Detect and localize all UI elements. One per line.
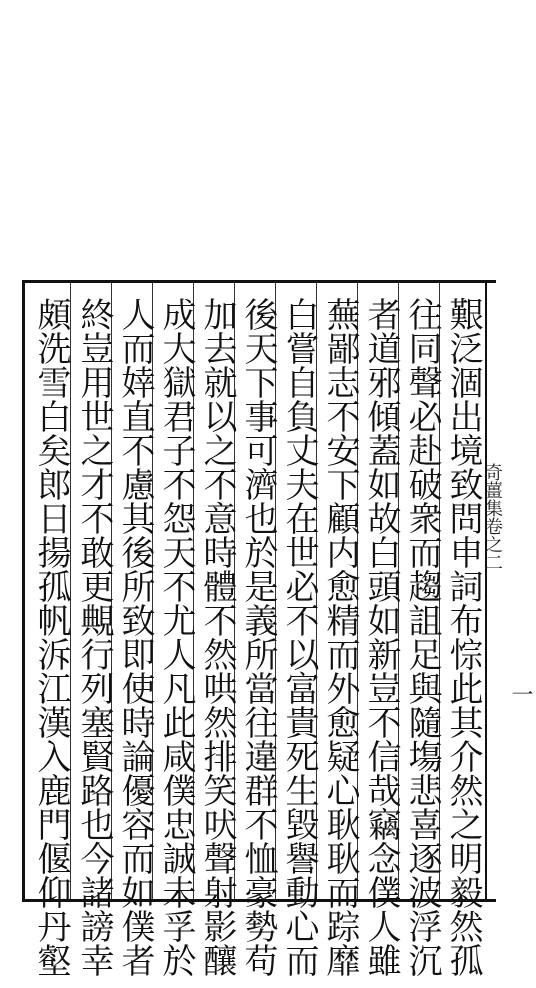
text-column-4: 蕪鄙志不安下顧内愈精而外愈疑心耿耿而踪靡 — [320, 297, 360, 977]
text-column-5: 白嘗自負丈夫在世必不以富貴死生毀譽動心而 — [279, 297, 319, 977]
folio-number: 一 — [508, 683, 533, 705]
text-column-1: 艱泛涸出境致問申詞布悰此其介然之明毅然孤 — [443, 297, 483, 977]
center-fold-margin — [482, 283, 503, 899]
text-column-2: 往同聲必赴破衆而趨詛足與隨塲悲喜逐波浮沉 — [402, 297, 442, 977]
running-title: 奇薑集卷之二 — [482, 463, 503, 571]
text-columns — [25, 283, 533, 977]
text-column-11: 頗洗雪白矣郎日揚孤帆泝江漢入鹿門偃仰丹壑 — [31, 297, 71, 977]
page-frame — [22, 280, 533, 977]
text-column-8: 成大獄君子不怨天不尤人凡此咸僕忠誠未孚於 — [156, 297, 196, 977]
text-column-3: 者道邪傾蓋如故白頭如新豈不信哉竊念僕人雖 — [361, 297, 401, 977]
text-column-7: 加去就以之不意時體不然哄然排笑吠聲射影釀 — [197, 297, 237, 977]
text-column-6: 後天下事可濟也於是義所當往違群不恤豪勢苟 — [238, 297, 278, 977]
text-column-10: 終豈用世之才不敢更覥行列塞賢路也今諸謗幸 — [74, 297, 114, 977]
text-column-9: 人而婞直不慮其後所致即使時論優容而如僕者 — [115, 297, 155, 977]
